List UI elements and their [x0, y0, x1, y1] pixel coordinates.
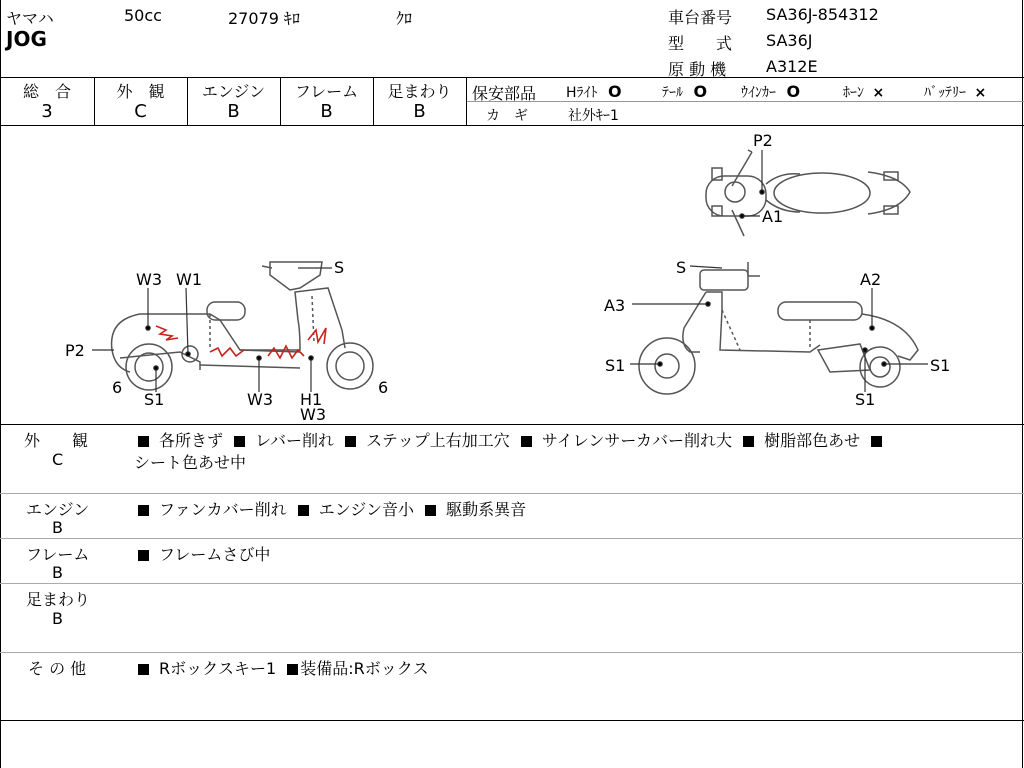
- divider: [0, 583, 1024, 584]
- note-frame-label: フレーム: [26, 545, 90, 564]
- type-label: 型 式: [668, 34, 733, 53]
- key-value: 社外ｷｰ1: [568, 108, 619, 124]
- label-top-p2: P2: [753, 131, 773, 150]
- grade-engine-label: エンジン: [201, 82, 266, 101]
- grade-total-label: 総 合: [22, 82, 71, 101]
- label-top-a1: A1: [762, 207, 784, 226]
- mileage: 27079 ｷﾛ: [228, 9, 300, 28]
- divider: [0, 720, 1024, 721]
- displacement: 50cc: [124, 6, 162, 25]
- divider: [0, 493, 1024, 494]
- frame-no: SA36J-854312: [766, 5, 879, 24]
- safety-battery: ﾊﾞｯﾃﾘｰ ×: [924, 85, 987, 101]
- grade-engine-value: B: [227, 101, 240, 122]
- key-label: カ ギ: [486, 108, 528, 124]
- label-left-h1: H1: [300, 390, 323, 409]
- label-right-s1-rear: S1: [930, 356, 951, 375]
- label-right-six: 6: [378, 378, 389, 397]
- note-other-label: そ の 他: [28, 659, 87, 678]
- grade-total-value: 3: [41, 101, 53, 122]
- label-left-six: 6: [112, 378, 123, 397]
- grade-frame-label: フレーム: [294, 82, 359, 101]
- maker: ヤマハ: [6, 9, 54, 28]
- note-exterior-grade: C: [52, 450, 64, 469]
- label-right-a2: A2: [860, 270, 882, 289]
- top-view-scooter: [706, 150, 910, 236]
- color: ｸﾛ: [396, 9, 413, 28]
- note-exterior-line1: 各所きず レバー削れ ステップ上右加工穴 サイレンサーカバー削れ大 樹脂部色あせ: [136, 428, 892, 451]
- safety-tail: ﾃｰﾙ O: [662, 82, 708, 101]
- divider: [466, 77, 467, 125]
- engine-value: A312E: [766, 57, 818, 76]
- divider: [0, 424, 1024, 425]
- label-left-w3-h: W3: [300, 405, 326, 424]
- note-frame-grade: B: [52, 563, 63, 582]
- safety-horn: ﾎｰﾝ ×: [843, 85, 885, 101]
- note-exterior-line2: シート色あせ中: [134, 453, 247, 472]
- grade-exterior-value: C: [134, 101, 147, 122]
- engine-label: 原 動 機: [668, 60, 727, 79]
- note-engine-label: エンジン: [26, 500, 90, 519]
- divider: [0, 652, 1024, 653]
- note-engine-items: ファンカバー削れ エンジン音小 駆動系異音: [136, 497, 526, 520]
- label-left-w3-top: W3: [136, 270, 162, 289]
- grade-exterior-label: 外 観: [116, 82, 165, 101]
- note-exterior-label: 外 観: [24, 431, 89, 450]
- label-right-a3: A3: [604, 296, 626, 315]
- note-engine-grade: B: [52, 518, 63, 537]
- divider: [0, 538, 1024, 539]
- label-right-s: S: [676, 258, 687, 277]
- safety-winker: ｳｲﾝｶｰ O: [741, 82, 801, 101]
- label-left-p2: P2: [65, 341, 85, 360]
- type-value: SA36J: [766, 31, 813, 50]
- model-name: JOG: [6, 27, 47, 51]
- note-suspension-label: 足まわり: [26, 590, 91, 609]
- label-left-w1: W1: [176, 270, 202, 289]
- safety-label: 保安部品: [472, 84, 537, 103]
- label-right-s1-front: S1: [605, 356, 626, 375]
- label-left-w3-bottom: W3: [247, 390, 273, 409]
- label-left-s: S: [334, 258, 345, 277]
- safety-headlight: Hﾗｲﾄ O: [566, 82, 622, 101]
- grade-suspension-label: 足まわり: [387, 82, 452, 101]
- label-right-s1-bottom: S1: [855, 390, 876, 409]
- grade-suspension-value: B: [413, 101, 426, 122]
- frame-no-label: 車台番号: [668, 8, 733, 27]
- grade-frame-value: B: [320, 101, 333, 122]
- note-other-items: Rボックスキー1 装備品:Rボックス: [136, 656, 429, 679]
- label-left-s1: S1: [144, 390, 165, 409]
- note-suspension-grade: B: [52, 609, 63, 628]
- note-frame-items: フレームさび中: [136, 542, 270, 565]
- divider: [0, 77, 1024, 78]
